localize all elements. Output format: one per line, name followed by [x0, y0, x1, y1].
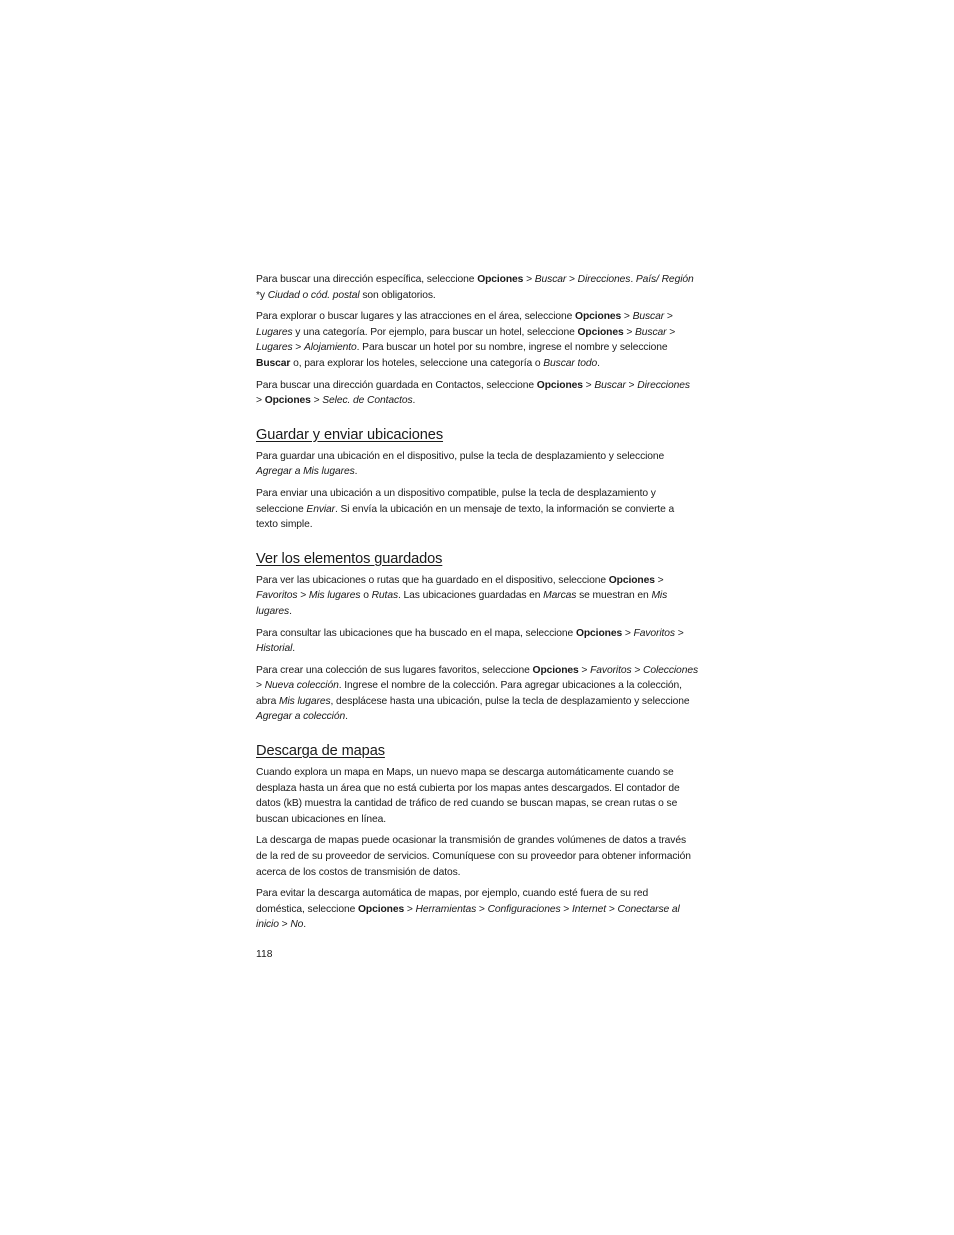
menu-term: Mis lugares [278, 695, 331, 707]
text: y una categoría. Por ejemplo, para buscar un hotel, seleccione [292, 326, 578, 338]
menu-term: Conectarse al inicio [256, 903, 680, 931]
text: > [578, 664, 591, 676]
text: > [523, 274, 535, 285]
text: o [360, 590, 372, 602]
menu-term: Selec. de Contactos [322, 395, 413, 407]
text: o, para explorar los hoteles, seleccione una categoría o [290, 357, 544, 369]
text: se muestran en [576, 590, 652, 602]
text: Para explorar o buscar lugares y las atracciones en el área, seleccione [256, 311, 576, 323]
menu-term: Historial [256, 643, 293, 655]
menu-term: Mis lugares [256, 590, 668, 617]
menu-term: Opciones [264, 395, 311, 407]
menu-term: Opciones [532, 664, 579, 676]
text: . [303, 919, 307, 931]
menu-term: Buscar [534, 274, 567, 285]
menu-term: Favoritos [590, 664, 632, 676]
text: > [674, 627, 684, 639]
text: . [289, 605, 292, 617]
text: son obligatorios. [359, 289, 436, 301]
text: > [664, 311, 673, 323]
text: > [654, 574, 664, 586]
text: > [310, 395, 323, 407]
descarga-paragraph-2: La descarga de mapas puede ocasionar la transmisión de grandes volúmenes de datos a través de la red de su proveedor de servicios. Comuníquese con su proveedor para obtener información acerca de los costos de transmisión de datos. [256, 835, 691, 878]
menu-term: Buscar [635, 326, 667, 338]
menu-term: Buscar [594, 379, 626, 391]
menu-term: Lugares [256, 326, 293, 338]
menu-term: País/ Región [635, 274, 694, 285]
text: > [631, 664, 643, 676]
text: > [256, 680, 265, 692]
section-heading-descarga: Descarga de mapas [256, 743, 385, 760]
menu-term: Agregar a colección [256, 711, 346, 723]
menu-term: Buscar [256, 357, 291, 369]
text: . [345, 711, 348, 723]
menu-term: Configuraciones [487, 903, 561, 915]
intro-paragraph-1 [256, 272, 698, 303]
ver-paragraph-1 [256, 573, 698, 620]
intro-paragraph-2 [256, 309, 698, 371]
text: . [412, 395, 416, 407]
text: > [666, 326, 676, 338]
menu-term: Mis lugares [308, 590, 361, 602]
text: > [256, 395, 265, 407]
text: . [354, 466, 358, 478]
page-number: 118 [256, 949, 273, 960]
text: . [292, 643, 296, 655]
text: > [566, 274, 578, 285]
menu-term: Rutas [371, 590, 398, 602]
text: > [625, 379, 638, 391]
text: Para ver las ubicaciones o rutas que ha guardado en el dispositivo, seleccione [256, 574, 609, 586]
menu-term: Opciones [575, 311, 622, 323]
menu-term: Buscar todo [543, 357, 598, 369]
text: Para crear una colección de sus lugares favoritos, seleccione [256, 664, 533, 676]
section-heading-ver: Ver los elementos guardados [256, 550, 443, 567]
text: Para consultar las ubicaciones que ha buscado en el mapa, seleccione [256, 627, 576, 639]
text: > [476, 903, 488, 915]
text: > [582, 379, 595, 391]
text: Para guardar una ubicación en el dispositivo, pulse la tecla de desplazamiento y seleccione [256, 450, 665, 462]
text: . [630, 274, 636, 285]
menu-term: Enviar [306, 503, 336, 515]
text: Para evitar la descarga automática de mapas, por ejemplo, cuando esté fuera de su red doméstica, seleccione [256, 888, 649, 915]
section-heading-guardar: Guardar y enviar ubicaciones [256, 426, 444, 443]
text: . Ingrese el nombre de la colección. Para agregar ubicaciones a la colección, abra [256, 680, 682, 707]
text: . Si envía la ubicación en un mensaje de texto, la información se convierte a texto simple. [256, 503, 675, 531]
menu-term: Internet [571, 903, 607, 915]
text: Para buscar una dirección guardada en Contactos, seleccione [256, 379, 537, 391]
text: > [622, 627, 634, 639]
text: Para buscar una dirección específica, seleccione [256, 274, 478, 285]
menu-term: Nueva colección [264, 680, 339, 692]
text: . Las ubicaciones guardadas en [398, 590, 544, 602]
menu-term: Favoritos [256, 590, 298, 602]
text: > [278, 919, 291, 931]
text: > [560, 903, 572, 915]
menu-term: Direcciones [577, 274, 631, 285]
text: *y [256, 289, 268, 301]
menu-term: Opciones [357, 903, 405, 915]
menu-term: Opciones [608, 574, 655, 586]
descarga-paragraph-3 [256, 886, 698, 933]
menu-term: Agregar a Mis lugares [256, 466, 355, 478]
menu-term: Lugares [256, 342, 293, 354]
menu-term: Ciudad o cód. postal [267, 289, 360, 301]
menu-term: Herramientas [415, 903, 477, 915]
descarga-paragraph-1: Cuando explora un mapa en Maps, un nuevo mapa se descarga automáticamente cuando se desplaza hasta un área que no está cubierta por los mapas antes descargados. El contador de datos (kB) muestra la cantidad de tráfico de red cuando se buscan mapas, se crean rutas o se buscan ubicaciones en línea. [256, 767, 680, 825]
text: > [606, 903, 618, 915]
menu-term: No [290, 919, 304, 931]
text: > [623, 326, 636, 338]
guardar-paragraph-1 [256, 449, 698, 480]
menu-term: Direcciones [637, 379, 690, 391]
page-content [256, 272, 698, 939]
menu-term: Opciones [575, 627, 623, 639]
menu-term: Opciones [536, 379, 583, 391]
menu-term: Colecciones [643, 664, 698, 676]
ver-paragraph-3 [256, 663, 698, 725]
text: , desplácese hasta una ubicación, pulse la tecla de desplazamiento y seleccione [330, 695, 690, 707]
text: . Para buscar un hotel por su nombre, ingrese el nombre y seleccione [356, 342, 668, 354]
intro-paragraph-3 [256, 378, 698, 409]
text: > [297, 590, 309, 602]
menu-term: Alojamiento [303, 342, 357, 354]
menu-term: Opciones [477, 274, 524, 285]
text: > [292, 342, 304, 354]
text: > [404, 903, 416, 915]
menu-term: Buscar [632, 311, 665, 323]
text: . [597, 357, 600, 369]
text: > [621, 311, 633, 323]
menu-term: Opciones [577, 326, 624, 338]
guardar-paragraph-2 [256, 486, 698, 533]
ver-paragraph-2 [256, 626, 698, 657]
menu-term: Favoritos [633, 627, 675, 639]
text: Para enviar una ubicación a un dispositivo compatible, pulse la tecla de desplazamiento y seleccione [256, 487, 656, 515]
menu-term: Marcas [543, 590, 577, 602]
